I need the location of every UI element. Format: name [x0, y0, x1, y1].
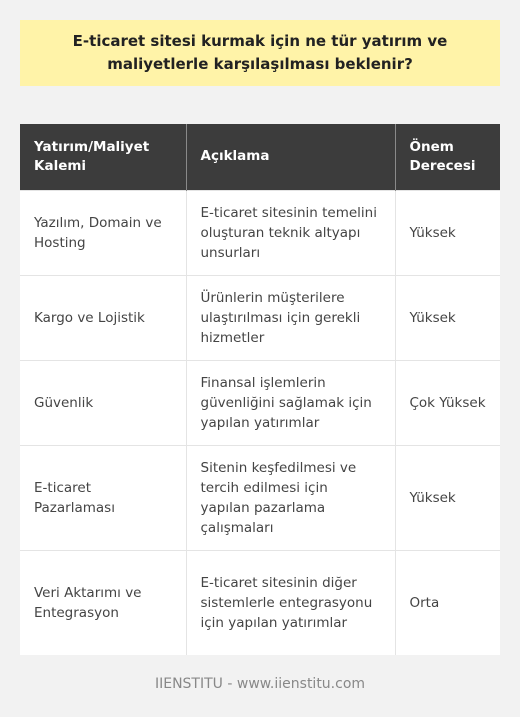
cell-importance: Yüksek: [395, 190, 500, 275]
cell-importance: Yüksek: [395, 445, 500, 550]
cell-item: Yazılım, Domain ve Hosting: [20, 190, 186, 275]
cell-importance: Yüksek: [395, 275, 500, 360]
cell-description: E-ticaret sitesinin temelini oluşturan teknik altyapı unsurları: [186, 190, 395, 275]
cost-table-container: [20, 124, 500, 655]
table-row: [20, 190, 500, 275]
cell-item: Kargo ve Lojistik: [20, 275, 186, 360]
header-row: [20, 124, 500, 190]
page-title: E-ticaret sitesi kurmak için ne tür yatırım ve maliyetlerle karşılaşılması beklenir?: [72, 32, 448, 73]
cell-importance: Orta: [395, 550, 500, 655]
cell-importance: Çok Yüksek: [395, 360, 500, 445]
footer-credit: IIENSTITU - www.iienstitu.com: [154, 676, 366, 692]
column-header-item: Yatırım/Maliyet Kalemi: [20, 124, 186, 190]
table-row: [20, 550, 500, 655]
cell-description: E-ticaret sitesinin diğer sistemlerle entegrasyonu için yapılan yatırımlar: [186, 550, 395, 655]
cell-item: Veri Aktarımı ve Entegrasyon: [20, 550, 186, 655]
title-banner: [20, 20, 500, 86]
table-row: [20, 275, 500, 360]
cell-description: Sitenin keşfedilmesi ve tercih edilmesi için yapılan pazarlama çalışmaları: [186, 445, 395, 550]
column-header-description: Açıklama: [186, 124, 395, 190]
cell-description: Ürünlerin müşterilere ulaştırılması için gerekli hizmetler: [186, 275, 395, 360]
table-header: [20, 124, 500, 190]
table-body: [20, 190, 500, 655]
table-row: [20, 445, 500, 550]
column-header-importance: Önem Derecesi: [395, 124, 500, 190]
cell-item: E-ticaret Pazarlaması: [20, 445, 186, 550]
table-row: [20, 360, 500, 445]
cost-table: [20, 124, 500, 655]
cell-description: Finansal işlemlerin güvenliğini sağlamak için yapılan yatırımlar: [186, 360, 395, 445]
cell-item: Güvenlik: [20, 360, 186, 445]
